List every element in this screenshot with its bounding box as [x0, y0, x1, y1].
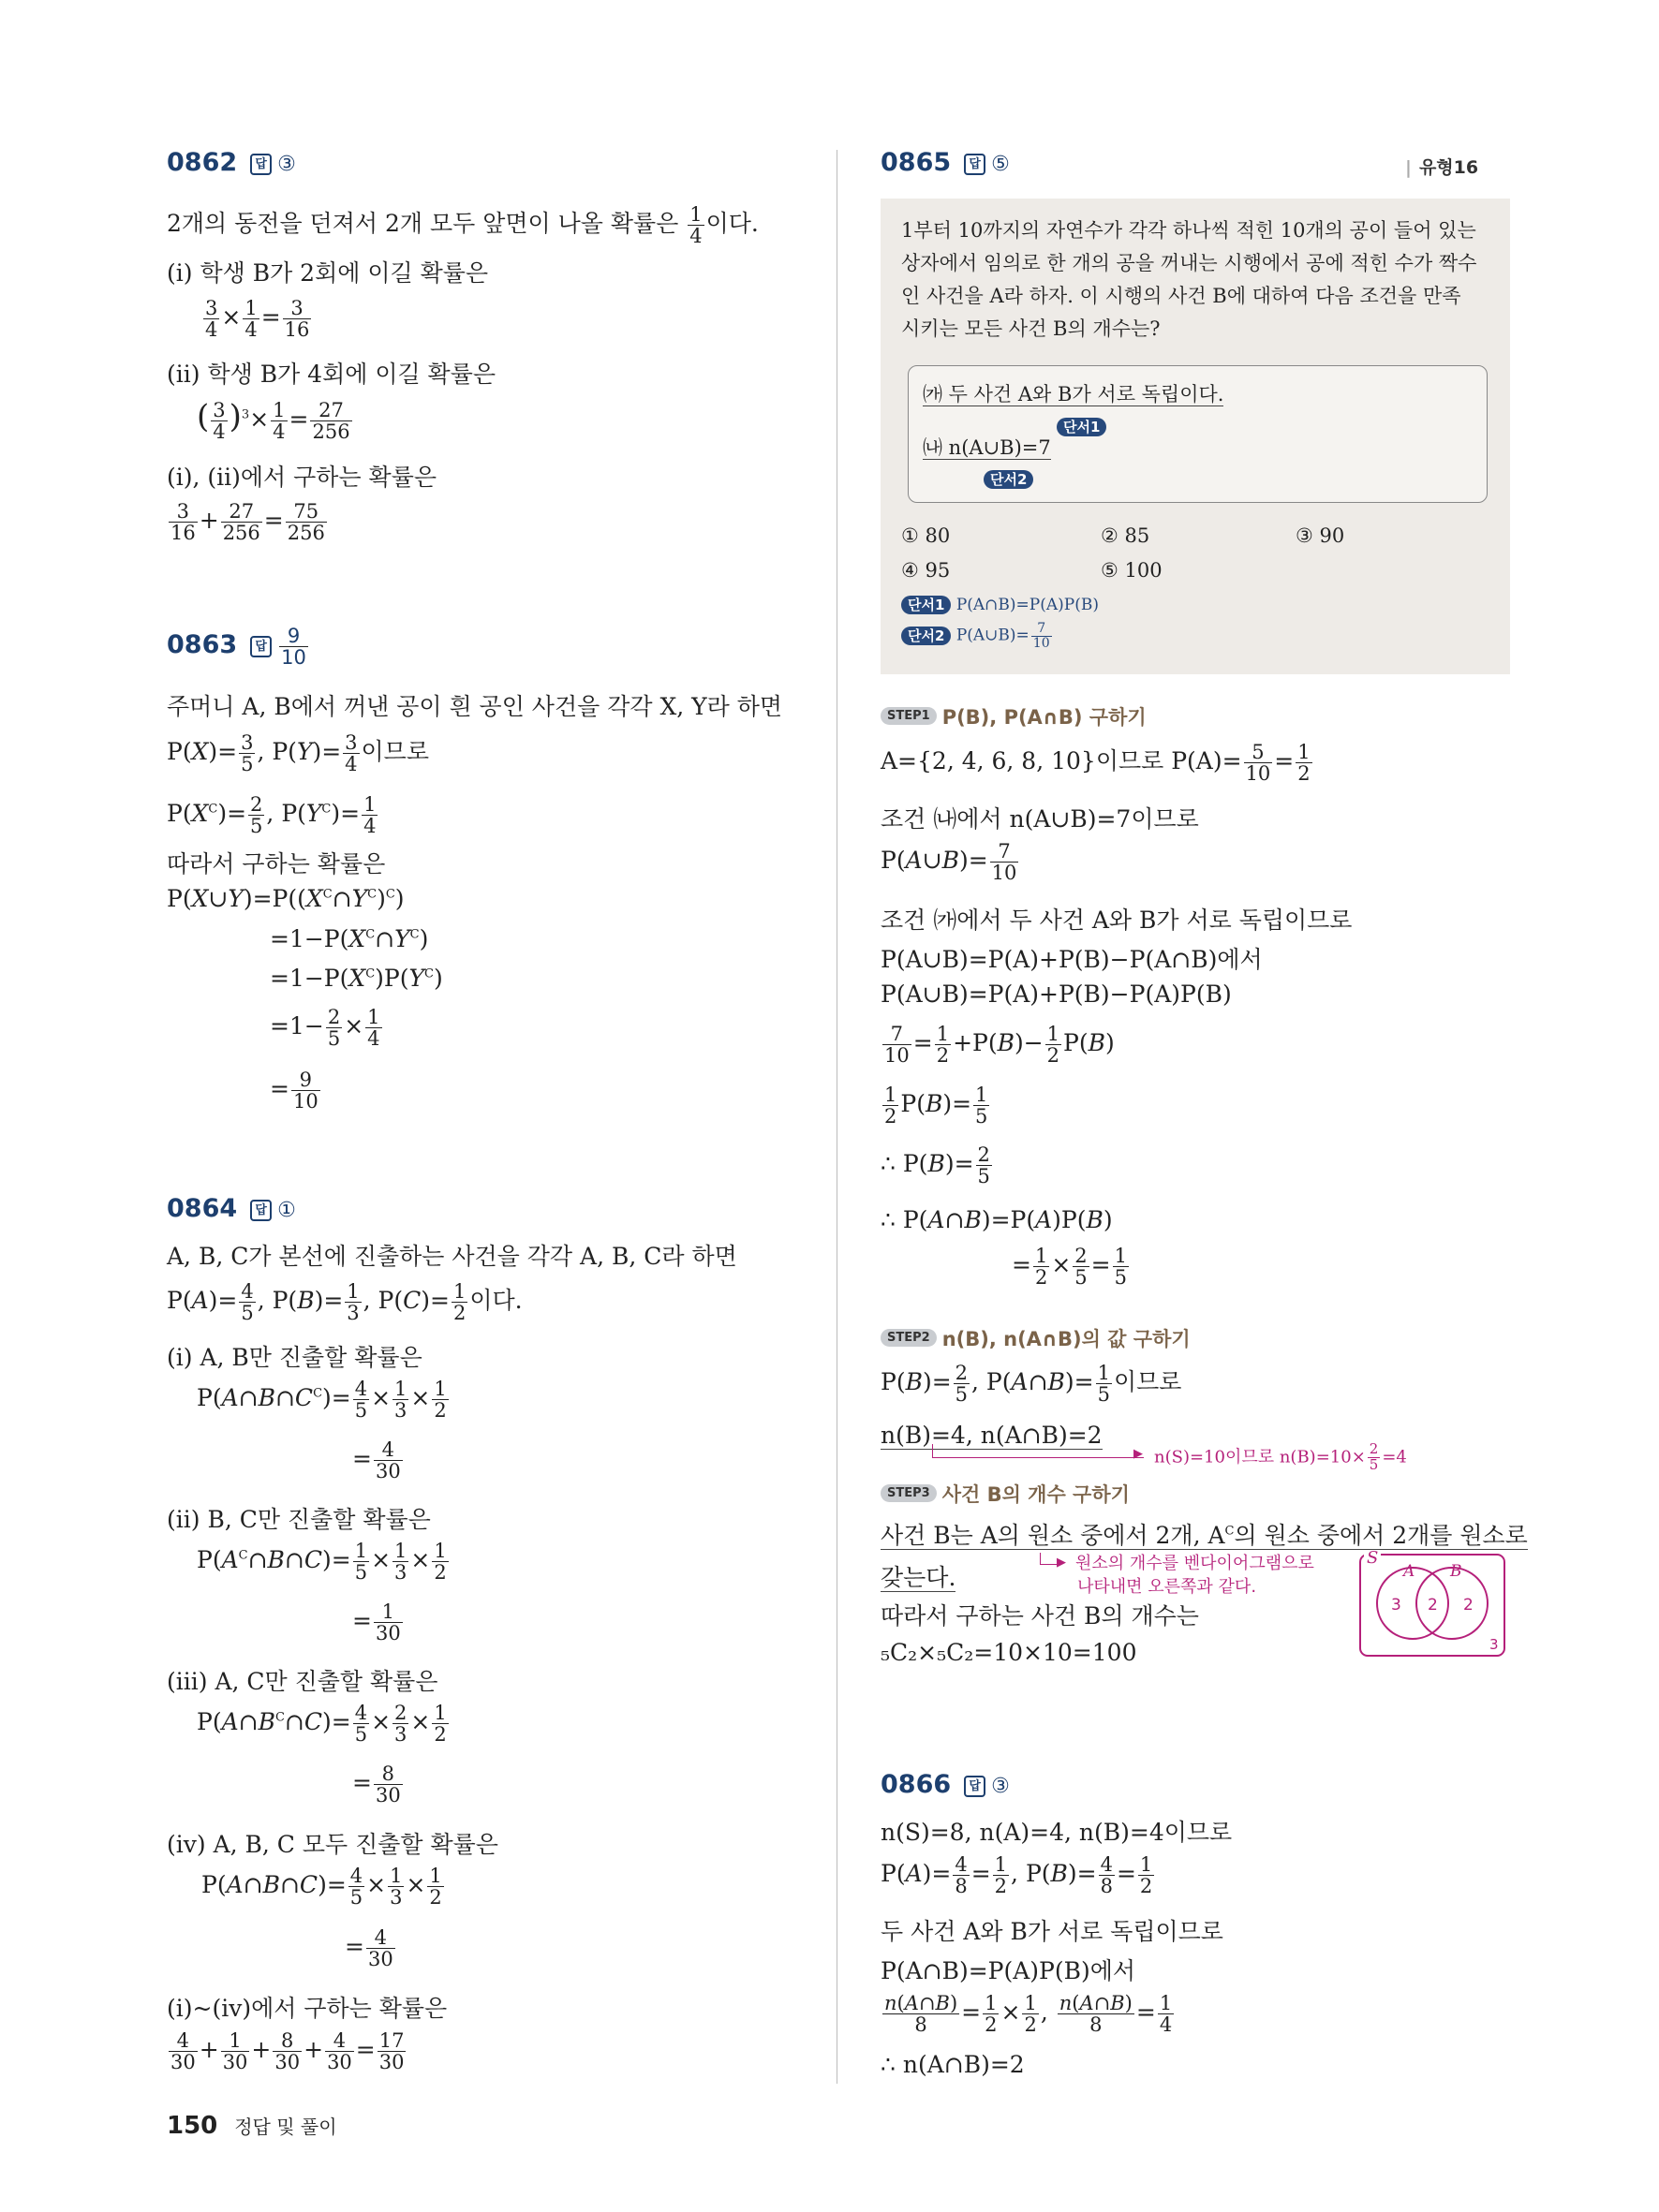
formula: = $\frac{8}{30}$ [352, 1762, 401, 1807]
text-line: (ⅱ) 학생 B가 4회에 이길 확률은 [167, 361, 496, 388]
answer: ③ [991, 1775, 1010, 1798]
arrow-icon: ▶ [1133, 1447, 1143, 1461]
text-line: (ⅲ) A, C만 진출할 확률은 [167, 1668, 438, 1695]
formula: $\frac{7}{10}$ = $\frac{1}{2}$ +P(B)− $\frac{1}{2}$ P(B) [884, 1023, 1115, 1068]
text-line: (ⅰ), (ⅱ)에서 구하는 확률은 [167, 464, 437, 491]
formula: $=1-P(X^C\cap Y^C)$ [270, 925, 429, 952]
venn-outside: 3 [1489, 1636, 1499, 1653]
condition-b: ㈏ n(A∪B)=7 [923, 436, 1051, 459]
text-line: 조건 ㈏에서 n(A∪B)=7이므로 [881, 805, 1199, 833]
text-line: 갖는다. [881, 1564, 956, 1591]
formula: $\frac{1}{2}$ P(B)= $\frac{1}{5}$ [884, 1084, 988, 1128]
hint-badge-1: 단서1 [1057, 410, 1106, 437]
formula: A={2, 4, 6, 8, 10}이므로 P(A)= $\frac{5}{10}$ = $\frac{1}{2}$ [881, 741, 1311, 786]
formula: P(A∩B∩C)= $\frac{4}{5}$ × $\frac{1}{3}$ × $\frac{1}{2}$ [201, 1865, 442, 1910]
text-line: 따라서 구하는 확률은 [167, 850, 386, 877]
step-2-header: STEP2 n(B), n(A∩B)의 값 구하기 [881, 1322, 1191, 1352]
formula: $P(A\cap B^C\cap C)=$ $\frac{4}{5}$ × $\frac{2}{3}$ × $\frac{1}{2}$ [197, 1702, 447, 1747]
formula: n(B)=4, n(A∩B)=2 [881, 1422, 1103, 1449]
text-line: A, B, C가 본선에 진출하는 사건을 각각 A, B, C라 하면 [167, 1243, 737, 1270]
question-line: 상자에서 임의로 한 개의 공을 꺼내는 시행에서 공에 적힌 수가 짝수 [901, 252, 1477, 274]
formula: P(A∪B)=P(A)+P(B)−P(A)P(B) [881, 981, 1232, 1008]
text-line: 2개의 동전을 던져서 2개 모두 앞면이 나올 확률은 $\frac{1}{4}$ 이다. [167, 203, 759, 248]
formula: ₅C₂×₅C₂=10×10=100 [881, 1639, 1137, 1666]
formula: P(A∪B)= $\frac{7}{10}$ [881, 840, 1017, 885]
venn-b-only: 2 [1463, 1596, 1474, 1615]
answer-icon: 답 [250, 1200, 272, 1221]
formula: ∴ P(B)= $\frac{2}{5}$ [881, 1143, 990, 1188]
step-3-header: STEP3 사건 B의 개수 구하기 [881, 1478, 1130, 1508]
text-line: (ⅰ)~(ⅳ)에서 구하는 확률은 [167, 1995, 448, 2022]
formula: $P(A\cap B\cap C^C)=$ $\frac{4}{5}$ × $\frac{1}{3}$ × $\frac{1}{2}$ [197, 1378, 447, 1423]
formula: $P(X^C)=$ $\frac{2}{5}$ , $P(Y^C)=$ $\frac{1}{4}$ [167, 793, 377, 838]
formula: $\frac{4}{30}$ + $\frac{1}{30}$ + $\frac{8}{30}$ + $\frac{4}{30}$ = $\frac{17}{30}$ [170, 2029, 405, 2074]
note-3: 나타내면 오른쪽과 같다. [1077, 1577, 1257, 1597]
formula: $P(X\cup Y)=P((X^C\cap Y^C)^C)$ [167, 885, 405, 912]
answer-icon: 답 [964, 1776, 985, 1797]
problem-0864-header [167, 1194, 296, 1223]
hint-1: 단서1 P(A∩B)=P(A)P(B) [901, 596, 1099, 614]
answer: ⑤ [991, 153, 1010, 176]
question-line: 1부터 10까지의 자연수가 각각 하나씩 적힌 10개의 공이 들어 있는 [901, 219, 1476, 242]
text-line: 주머니 A, B에서 꺼낸 공이 흰 공인 사건을 각각 X, Y라 하면 [167, 693, 783, 720]
answer-icon: 답 [964, 154, 985, 175]
answer-icon: 답 [250, 154, 272, 175]
problem-number: 0865 [881, 148, 952, 177]
venn-a-only: 3 [1391, 1596, 1401, 1615]
hint-2: 단서2 P(A∪B)= $\frac{7}{10}$ [901, 622, 1054, 650]
formula: =1− $\frac{2}{5}$ × $\frac{1}{4}$ [270, 1006, 380, 1051]
problem-number: 0864 [167, 1194, 238, 1223]
formula: P(A)= $\frac{4}{5}$ , P(B)= $\frac{1}{3}$ , P(C)= $\frac{1}{2}$ 이다. [167, 1280, 523, 1325]
condition-a: ㈎ 두 사건 A와 B가 서로 독립이다. [923, 383, 1224, 406]
text-line: (ⅱ) B, C만 진출할 확률은 [167, 1506, 431, 1533]
question-line: 인 사건을 A라 하자. 이 시행의 사건 B에 대하여 다음 조건을 만족 [901, 285, 1461, 307]
text-line: (ⅰ) 학생 B가 2회에 이길 확률은 [167, 259, 489, 287]
text-line: 두 사건 A와 B가 서로 독립이므로 [881, 1918, 1223, 1945]
text-line: n(S)=8, n(A)=4, n(B)=4이므로 [881, 1819, 1233, 1846]
formula: = $\frac{9}{10}$ [270, 1069, 318, 1113]
problem-0865-header [881, 148, 1010, 177]
formula: $P(A^C\cap B\cap C)=$ $\frac{1}{5}$ × $\frac{1}{3}$ × $\frac{1}{2}$ [197, 1540, 447, 1585]
choice: ③ 90 [1296, 524, 1345, 547]
venn-label-a: A [1403, 1562, 1415, 1581]
step-1-header: STEP1 P(B), P(A∩B) 구하기 [881, 700, 1147, 730]
arrow-icon: ▶ [1057, 1556, 1066, 1570]
venn-intersection: 2 [1428, 1596, 1438, 1615]
problem-0866-header [881, 1770, 1010, 1799]
problem-number: 0863 [167, 630, 238, 660]
formula: $\frac{3}{4}$ × $\frac{1}{4}$ = $\frac{3}{16}$ [205, 297, 310, 342]
formula: $\frac{3}{16}$ + $\frac{27}{256}$ = $\frac{75}{256}$ [170, 500, 325, 545]
formula: = $\frac{1}{30}$ [352, 1600, 401, 1645]
footer-label: 정답 및 풀이 [234, 2116, 337, 2138]
text-line: 조건 ㈎에서 두 사건 A와 B가 서로 독립이므로 [881, 907, 1353, 934]
text-line: (ⅰ) A, B만 진출할 확률은 [167, 1344, 422, 1371]
note-1: n(S)=10이므로 n(B)=10× $\frac{2}{5}$ =4 [1154, 1440, 1407, 1473]
text-line: 사건 B는 A의 원소 중에서 2개, $A^C$의 원소 중에서 2개를 원소로 [881, 1522, 1528, 1549]
choice: ④ 95 [901, 559, 951, 582]
formula: = $\frac{4}{30}$ [352, 1438, 401, 1483]
formula: P(A∪B)=P(A)+P(B)−P(A∩B)에서 [881, 946, 1263, 973]
choice: ⑤ 100 [1101, 559, 1163, 582]
choice: ② 85 [1101, 524, 1150, 547]
formula: ∴ n(A∩B)=2 [881, 2051, 1025, 2078]
venn-label-b: B [1450, 1562, 1462, 1581]
formula: P(B)= $\frac{2}{5}$ , P(A∩B)= $\frac{1}{5}$ 이므로 [881, 1362, 1182, 1407]
text-line: 따라서 구하는 사건 B의 개수는 [881, 1602, 1199, 1630]
answer: ③ [277, 153, 296, 176]
problem-number: 0862 [167, 148, 238, 177]
formula: = $\frac{1}{2}$ × $\frac{2}{5}$ = $\frac{1}{5}$ [1012, 1245, 1127, 1290]
formula: = $\frac{4}{30}$ [345, 1926, 393, 1971]
note-arrow-line [932, 1444, 1144, 1458]
formula: $\frac{n(A\cap B)}{8}$ = $\frac{1}{2}$ × $\frac{1}{2}$ , $\frac{n(A\cap B)}{8}$ = $\frac{1}{4}$ [884, 1992, 1173, 2037]
hint-badge-2: 단서2 [984, 463, 1033, 490]
question-line: 시키는 모든 사건 B의 개수는? [901, 317, 1161, 340]
venn-diagram [1358, 1550, 1508, 1660]
formula: $=1-P(X^C)P(Y^C)$ [270, 965, 443, 992]
problem-0862-header [167, 148, 296, 177]
note-2: 원소의 개수를 벤다이어그램으로 [1075, 1554, 1314, 1573]
venn-label-s: S [1367, 1550, 1379, 1568]
formula: P(X)= $\frac{3}{5}$ , P(Y)= $\frac{3}{4}$ 이므로 [167, 731, 429, 776]
answer-icon: 답 [250, 636, 272, 657]
formula: P(A)= $\frac{4}{8}$ = $\frac{1}{2}$ , P(B)= $\frac{4}{8}$ = $\frac{1}{2}$ [881, 1853, 1153, 1898]
formula: P(A∩B)=P(A)P(B)에서 [881, 1957, 1136, 1984]
choice: ① 80 [901, 524, 951, 547]
formula: ∴ P(A∩B)=P(A)P(B) [881, 1206, 1113, 1233]
page-number: 150 [167, 2112, 218, 2140]
answer: ① [277, 1199, 296, 1222]
problem-number: 0866 [881, 1770, 952, 1799]
formula: ( $\frac{3}{4}$ )$^3$× $\frac{1}{4}$ = $\frac{27}{256}$ [197, 398, 350, 443]
problem-0863-header: 0863 답 $\frac{9}{10}$ [167, 625, 306, 670]
type-label: | 유형16 [1405, 157, 1479, 178]
page-footer [167, 2112, 337, 2140]
text-line: (ⅳ) A, B, C 모두 진출할 확률은 [167, 1831, 498, 1858]
